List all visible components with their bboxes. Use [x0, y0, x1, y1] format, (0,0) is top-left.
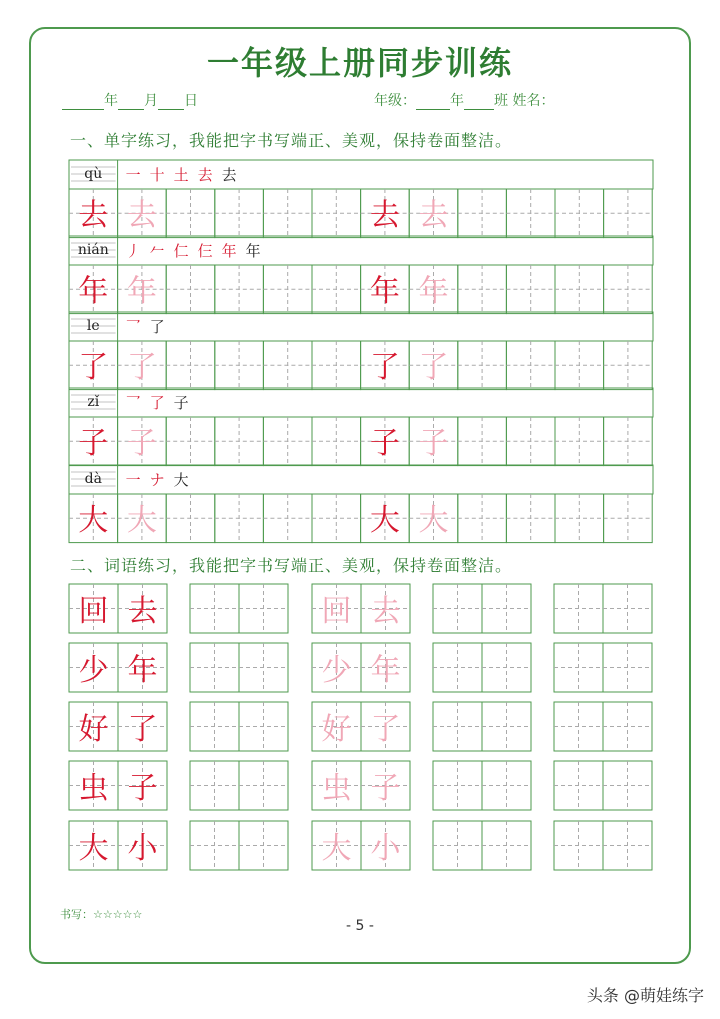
stroke-order-char: 子 [173, 394, 189, 412]
trace-char: 大 [126, 503, 157, 538]
stroke-order-char: 仨 [197, 242, 213, 260]
model-char: 了 [78, 350, 109, 385]
model-char: 子 [78, 426, 109, 461]
model-char: 好 [78, 712, 109, 747]
trace-char: 了 [126, 350, 157, 385]
section2-heading: 二、词语练习，我能把字书写端正、美观，保持卷面整洁。 [70, 556, 513, 575]
model-char: 大 [78, 831, 109, 866]
model-char: 年 [369, 274, 400, 309]
trace-char: 年 [418, 274, 449, 309]
pinyin-text: dà [84, 471, 102, 487]
trace-char: 小 [370, 831, 401, 866]
model-char: 少 [78, 653, 109, 688]
trace-char: 子 [418, 426, 449, 461]
model-char: 去 [78, 198, 109, 233]
day-label: 日 [184, 93, 198, 109]
trace-char: 好 [321, 712, 352, 747]
model-char: 大 [369, 503, 400, 538]
writing-score-stars: 书写：☆☆☆☆☆ [60, 908, 143, 921]
trace-char: 子 [370, 771, 401, 806]
trace-char: 了 [418, 350, 449, 385]
pinyin-text: zǐ [87, 394, 100, 410]
trace-char: 子 [126, 426, 157, 461]
stroke-order-char: 年 [221, 242, 237, 260]
stroke-order-char: 去 [221, 166, 237, 184]
watermark: 头条 @萌娃练字 [586, 986, 704, 1005]
trace-char: 虫 [321, 771, 352, 806]
stroke-order-char: 𠂉 [149, 242, 165, 260]
trace-char: 了 [370, 712, 401, 747]
trace-char: 去 [370, 594, 401, 629]
stroke-order-char: 土 [173, 166, 189, 184]
model-char: 小 [127, 831, 158, 866]
section1-heading: 一、单字练习，我能把字书写端正、美观，保持卷面整洁。 [70, 131, 513, 150]
student-info-line [374, 90, 554, 110]
pinyin-text: le [86, 318, 100, 334]
model-char: 了 [127, 712, 158, 747]
trace-char: 年 [370, 653, 401, 688]
stroke-order-char: 了 [149, 318, 165, 336]
stroke-order-char: 年 [245, 242, 261, 260]
class-name-label: 班 姓名： [494, 93, 555, 109]
stroke-order-char: 乛 [125, 394, 141, 412]
stroke-order-char: 仁 [173, 242, 189, 260]
stroke-order-char: 乛 [125, 318, 141, 336]
pinyin-text: nián [77, 242, 109, 258]
page-number: - 5 - [346, 918, 374, 934]
page-border [29, 27, 691, 964]
trace-char: 大 [321, 831, 352, 866]
month-label: 月 [144, 93, 158, 109]
year-label: 年 [104, 93, 118, 109]
model-char: 回 [78, 594, 109, 629]
trace-char: 去 [418, 198, 449, 233]
model-char: 年 [78, 274, 109, 309]
stroke-order-char: 大 [173, 471, 189, 489]
stroke-order-char: 一 [125, 471, 141, 489]
model-char: 大 [78, 503, 109, 538]
model-char: 子 [369, 426, 400, 461]
trace-char: 大 [418, 503, 449, 538]
stroke-order-char: 丿 [125, 242, 141, 260]
stroke-order-char: ナ [149, 471, 165, 489]
trace-char: 年 [126, 274, 157, 309]
stroke-order-char: 十 [149, 166, 165, 184]
trace-char: 去 [126, 198, 157, 233]
model-char: 子 [127, 771, 158, 806]
model-char: 去 [369, 198, 400, 233]
grade-label: 年级： [374, 93, 416, 109]
model-char: 年 [127, 653, 158, 688]
grade-year-label: 年 [450, 93, 464, 109]
stroke-order-char: 了 [149, 394, 165, 412]
trace-char: 少 [321, 653, 352, 688]
pinyin-text: qù [84, 166, 103, 182]
date-line [62, 90, 198, 110]
stroke-order-char: 一 [125, 166, 141, 184]
page-title: 一年级上册同步训练 [206, 44, 513, 82]
model-char: 去 [127, 594, 158, 629]
model-char: 了 [369, 350, 400, 385]
stroke-order-char: 去 [197, 166, 213, 184]
trace-char: 回 [321, 594, 352, 629]
model-char: 虫 [78, 771, 109, 806]
